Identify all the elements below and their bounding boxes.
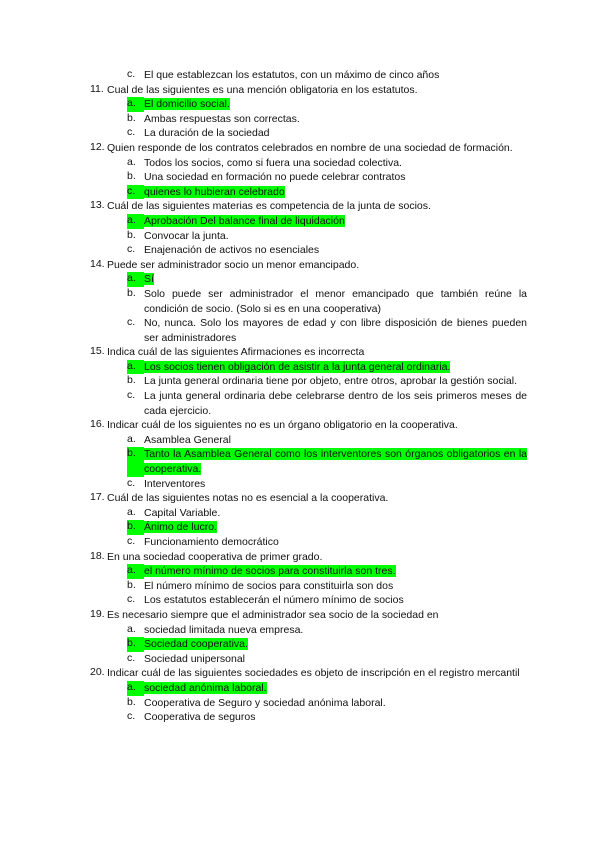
question-text: Quien responde de los contratos celebrados en nombre de una sociedad de formación. — [107, 141, 513, 154]
option-text: Los socios tienen obligación de asistir a la junta general ordinaria. — [144, 360, 451, 373]
option-text: Sociedad cooperativa. — [144, 638, 248, 651]
question — [90, 345, 527, 360]
option-text: Cooperativa de Seguro y sociedad anónima laboral. — [144, 696, 386, 709]
answer-option — [127, 696, 527, 711]
question-number: 15. — [90, 345, 105, 358]
answer-option-highlighted — [127, 185, 527, 200]
option-letter: a. — [127, 681, 144, 696]
option-letter: a. — [127, 97, 144, 112]
option-text: Los estatutos establecerán el número mínimo de socios — [144, 594, 404, 607]
answer-option — [127, 579, 527, 594]
option-letter: a. — [127, 432, 136, 445]
option-text: sociedad anónima laboral. — [144, 681, 267, 694]
option-text: Asamblea General — [144, 433, 231, 446]
answer-option-highlighted — [127, 681, 527, 696]
question-text: Indica cuál de las siguientes Afirmaciones es incorrecta — [107, 346, 365, 359]
question-number: 14. — [90, 257, 105, 270]
question — [90, 491, 527, 506]
option-text: La junta general ordinaria debe celebrarse dentro de los seis primeros meses de cada ejercicio. — [144, 390, 527, 417]
option-text: La duración de la sociedad — [144, 127, 270, 140]
option-letter: a. — [127, 155, 136, 168]
option-text: Sociedad unipersonal — [144, 652, 245, 665]
question — [90, 199, 527, 214]
option-letter: b. — [127, 578, 136, 591]
question-number: 16. — [90, 418, 105, 431]
option-letter: c. — [127, 535, 136, 547]
answer-option — [127, 156, 527, 171]
answer-option — [127, 170, 527, 185]
option-text: Convocar la junta. — [144, 229, 229, 242]
question-text: Es necesario siempre que el administrador sea socio de la sociedad en — [107, 608, 439, 621]
question-number: 19. — [90, 607, 105, 620]
option-letter: b. — [127, 447, 144, 476]
question-number: 12. — [90, 140, 105, 153]
option-letter: b. — [127, 520, 144, 535]
option-text: Tanto la Asamblea General como los interventores son órganos obligatorios en la cooperativa. — [144, 448, 527, 476]
option-text: Funcionamiento democrático — [144, 536, 279, 548]
option-text: el número mínimo de socios para constituirla son tres. — [144, 565, 396, 578]
option-text: Solo puede ser administrador el menor emancipado que también reúne la condición de socio. (Solo si es en una cooperativa) — [144, 287, 527, 315]
option-text: Sí — [144, 273, 154, 286]
option-letter: c. — [127, 243, 136, 256]
option-text: quienes lo hubieran celebrado — [144, 185, 285, 198]
option-letter: b. — [127, 228, 136, 241]
question — [90, 83, 527, 98]
question-number: 17. — [90, 491, 105, 504]
question-text: Cuál de las siguientes materias es competencia de la junta de socios. — [107, 200, 431, 213]
option-letter: c. — [127, 126, 136, 139]
option-letter: c. — [127, 316, 136, 329]
question — [90, 666, 527, 681]
option-letter: a. — [127, 564, 144, 579]
option-text: Cooperativa de seguros — [144, 711, 256, 724]
answer-option — [127, 623, 527, 638]
answer-option — [127, 433, 527, 448]
option-letter: c. — [127, 389, 136, 402]
answer-option — [127, 374, 527, 389]
option-text: Ánimo de lucro. — [144, 521, 217, 534]
option-text: No, nunca. Solo los mayores de edad y con libre disposición de bienes pueden ser administradores — [144, 317, 527, 344]
option-letter: c. — [127, 593, 136, 606]
answer-option — [127, 68, 527, 83]
answer-option — [127, 287, 527, 316]
question-text: En una sociedad cooperativa de primer grado. — [107, 550, 323, 563]
option-letter: b. — [127, 111, 136, 124]
option-letter: c. — [127, 651, 136, 664]
answer-option — [127, 535, 527, 550]
answer-option-highlighted — [127, 214, 527, 229]
answer-option-highlighted — [127, 360, 527, 375]
answer-option — [127, 316, 527, 345]
option-letter: c. — [127, 476, 136, 489]
question — [90, 550, 527, 565]
option-letter: b. — [127, 374, 136, 387]
answer-option — [127, 112, 527, 127]
question-text: Cuál de las siguientes notas no es esencial a la cooperativa. — [107, 492, 389, 505]
option-letter: c. — [127, 68, 136, 80]
option-text: El que establezcan los estatutos, con un máximo de cinco años — [144, 69, 440, 81]
question-text: Indicar cuál de los siguientes no es un órgano obligatorio en la cooperativa. — [107, 419, 458, 432]
option-text: La junta general ordinaria tiene por objeto, entre otros, aprobar la gestión social. — [144, 375, 517, 388]
answer-option — [127, 389, 527, 418]
option-letter: a. — [127, 214, 144, 229]
question — [90, 418, 527, 433]
option-text: Una sociedad en formación no puede celebrar contratos — [144, 171, 406, 184]
question — [90, 608, 527, 623]
answer-option-highlighted — [127, 564, 527, 579]
option-text: El domicilio social. — [144, 98, 230, 111]
question-number: 20. — [90, 666, 105, 679]
option-letter: b. — [127, 695, 136, 708]
option-text: Ambas respuestas son correctas. — [144, 112, 300, 125]
answer-option-highlighted — [127, 272, 527, 287]
answer-option-highlighted — [127, 447, 527, 476]
question-text: Cual de las siguientes es una mención obligatoria en los estatutos. — [107, 83, 418, 96]
option-letter: a. — [127, 272, 144, 287]
answer-option — [127, 652, 527, 667]
answer-option-highlighted — [127, 520, 527, 535]
answer-option — [127, 126, 527, 141]
option-letter: a. — [127, 505, 136, 518]
question-number: 13. — [90, 199, 105, 212]
option-text: Enajenación de activos no esenciales — [144, 244, 320, 257]
answer-option — [127, 593, 527, 608]
option-text: sociedad limitada nueva empresa. — [144, 623, 304, 636]
option-text: El número mínimo de socios para constituirla son dos — [144, 579, 394, 592]
option-letter: c. — [127, 185, 144, 200]
question-number: 18. — [90, 549, 105, 562]
option-letter: b. — [127, 170, 136, 183]
option-text: Capital Variable. — [144, 506, 221, 519]
option-text: Interventores — [144, 477, 206, 490]
question-text: Indicar cuál de las siguientes sociedades es objeto de inscripción en el registro mercantil — [107, 667, 520, 680]
question — [90, 258, 527, 273]
question-number: 11. — [90, 82, 104, 95]
option-letter: a. — [127, 622, 136, 635]
answer-option — [127, 506, 527, 521]
option-letter: c. — [127, 710, 136, 723]
answer-option-highlighted — [127, 637, 527, 652]
question-text: Puede ser administrador socio un menor emancipado. — [107, 258, 360, 271]
answer-option — [127, 243, 527, 258]
answer-option-highlighted — [127, 97, 527, 112]
option-text: Aprobación Del balance final de liquidación — [144, 214, 345, 227]
question — [90, 141, 527, 156]
option-letter: a. — [127, 360, 144, 375]
answer-option — [127, 477, 527, 492]
answer-option — [127, 710, 527, 725]
option-letter: b. — [127, 637, 144, 652]
option-letter: b. — [127, 286, 136, 299]
document-page — [0, 68, 600, 725]
answer-option — [127, 229, 527, 244]
option-text: Todos los socios, como si fuera una sociedad colectiva. — [144, 156, 402, 169]
